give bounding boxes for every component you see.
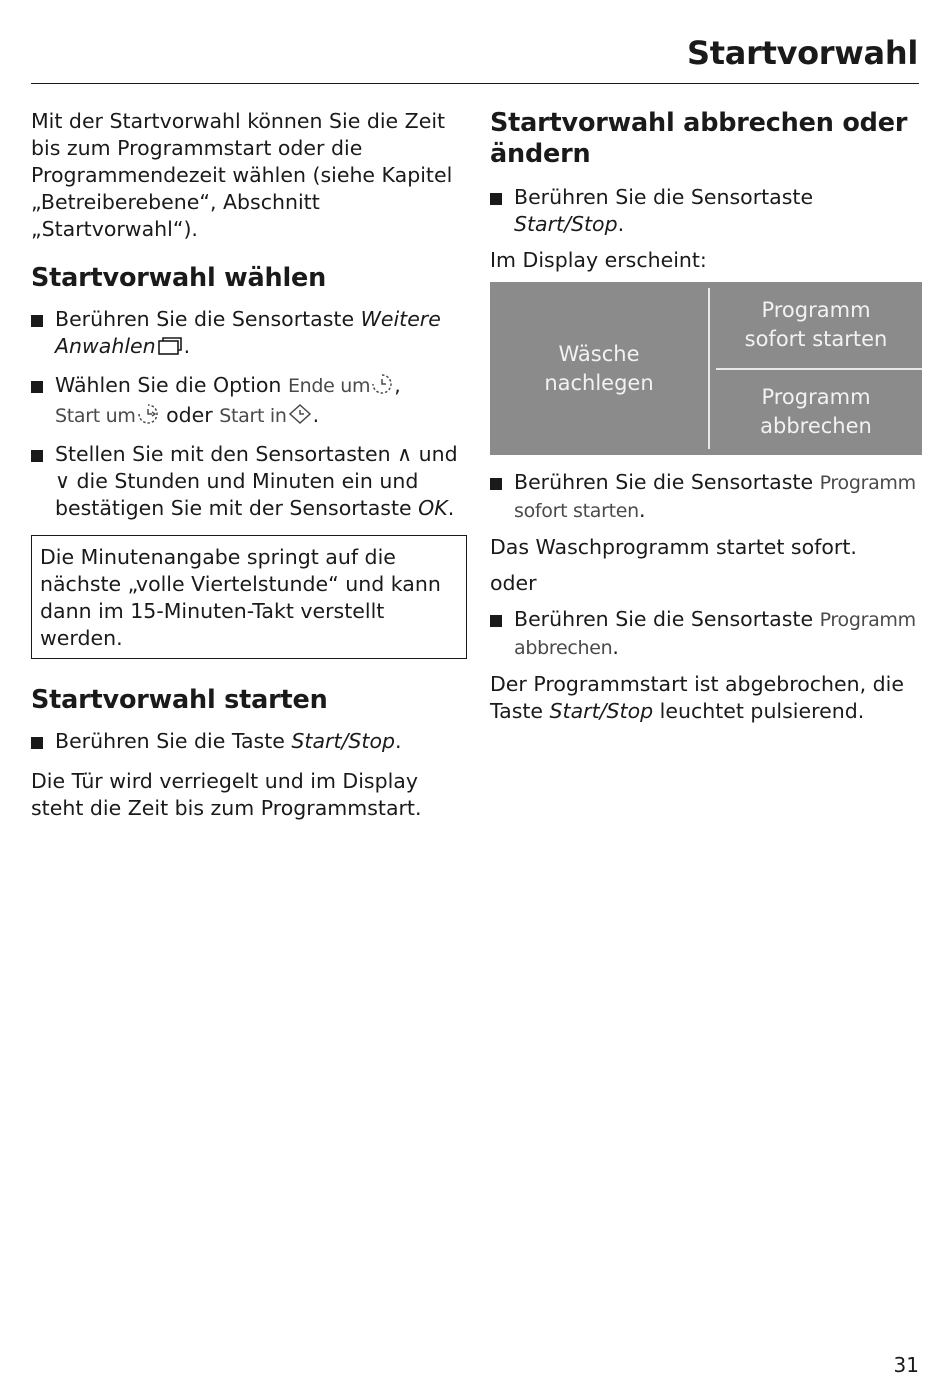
page-number: 31	[893, 1353, 919, 1377]
section-heading-startvorwahl-starten: Startvorwahl starten	[31, 685, 328, 715]
page-title: Startvorwahl	[687, 34, 918, 72]
step-punct: ,	[394, 373, 401, 397]
step-punct: .	[447, 496, 455, 520]
step-text: Berühren Sie die Sensortaste	[514, 470, 820, 494]
step-punct: .	[183, 334, 191, 358]
section-heading-startvorwahl-waehlen: Startvorwahl wählen	[31, 263, 327, 293]
sensor-key-name: Start/Stop	[514, 212, 618, 236]
display-key-name: Programm sofort starten	[514, 472, 916, 522]
steps-list	[490, 469, 922, 525]
step-text: Berühren Sie die Taste	[55, 729, 292, 753]
sensor-key-name: Start/Stop	[291, 729, 395, 753]
note-box	[31, 535, 467, 659]
option-start-in: Start in	[219, 405, 287, 427]
step-punct: .	[612, 635, 619, 659]
note-text: Die Minutenangabe springt auf die nächste „volle Viertelstunde“ und kann dann im 15-Minuten-Takt verstellt werden.	[40, 545, 441, 650]
result-text: leuchtet pulsierend.	[653, 699, 865, 723]
result-paragraph: Das Waschprogramm startet sofort.	[490, 535, 857, 559]
result-text: Der Programmstart ist abgebrochen, die Taste	[490, 672, 904, 723]
display-option-label: Wäsche nachlegen	[544, 341, 654, 395]
more-options-icon	[157, 336, 183, 363]
step-text: Wählen Sie die Option	[55, 373, 288, 397]
display-option-label: Programm sofort starten	[744, 297, 888, 351]
step-item	[490, 184, 922, 238]
steps-list	[490, 184, 922, 238]
sensor-key-name: OK	[418, 496, 448, 520]
right-column	[490, 108, 922, 725]
programm-abbrechen-button[interactable]	[710, 370, 922, 456]
or-text: oder	[490, 571, 537, 595]
step-text: Berühren Sie die Sensortaste	[514, 185, 814, 209]
intro-paragraph: Mit der Startvorwahl können Sie die Zeit bis zum Programmstart oder die Programmendezeit wählen (siehe Kapitel „Betreiberebene“, Abschnitt „Startvorwahl“).	[31, 109, 453, 241]
step-punct: .	[638, 498, 646, 522]
title-rule	[31, 83, 919, 84]
step-item	[31, 372, 467, 432]
step-text: Berühren Sie die Sensortaste	[55, 307, 361, 331]
option-start-um: Start um	[55, 405, 136, 427]
step-text: Stellen Sie mit den Sensortasten ∧ und ∨ die Stunden und Minuten ein und bestätigen Sie mit der Sensortaste	[55, 442, 458, 520]
step-text: oder	[159, 403, 220, 427]
step-item	[490, 469, 922, 525]
sensor-key-name: Weitere Anwahlen	[55, 307, 441, 358]
start-at-clock-icon	[137, 403, 159, 432]
step-punct: .	[395, 729, 402, 753]
end-at-clock-icon	[371, 373, 393, 402]
step-item	[31, 728, 467, 755]
display-screen	[490, 282, 922, 455]
result-paragraph: Die Tür wird verriegelt und im Display steht die Zeit bis zum Programmstart.	[31, 769, 422, 820]
step-item	[490, 606, 922, 662]
display-intro: Im Display erscheint:	[490, 248, 707, 272]
start-in-timer-icon	[288, 403, 312, 432]
display-right-options	[710, 282, 922, 455]
sensor-key-name: Start/Stop	[549, 699, 654, 723]
steps-list	[31, 728, 467, 755]
left-column	[31, 108, 467, 822]
section-heading-abbrechen-aendern: Startvorwahl abbrechen oder ändern	[490, 108, 908, 169]
option-ende-um: Ende um	[287, 375, 371, 397]
step-item	[31, 306, 467, 363]
step-punct: .	[617, 212, 625, 236]
result-paragraph	[490, 671, 922, 725]
display-option-label: Programm abbrechen	[760, 385, 872, 439]
step-item	[31, 441, 467, 522]
step-punct: .	[312, 403, 320, 427]
steps-list	[31, 306, 467, 522]
steps-list	[490, 606, 922, 662]
step-text: Berühren Sie die Sensortaste	[514, 607, 820, 631]
waesche-nachlegen-option[interactable]	[490, 288, 710, 449]
programm-sofort-starten-button[interactable]	[710, 282, 922, 368]
display-key-name: Programm abbrechen	[514, 609, 916, 659]
